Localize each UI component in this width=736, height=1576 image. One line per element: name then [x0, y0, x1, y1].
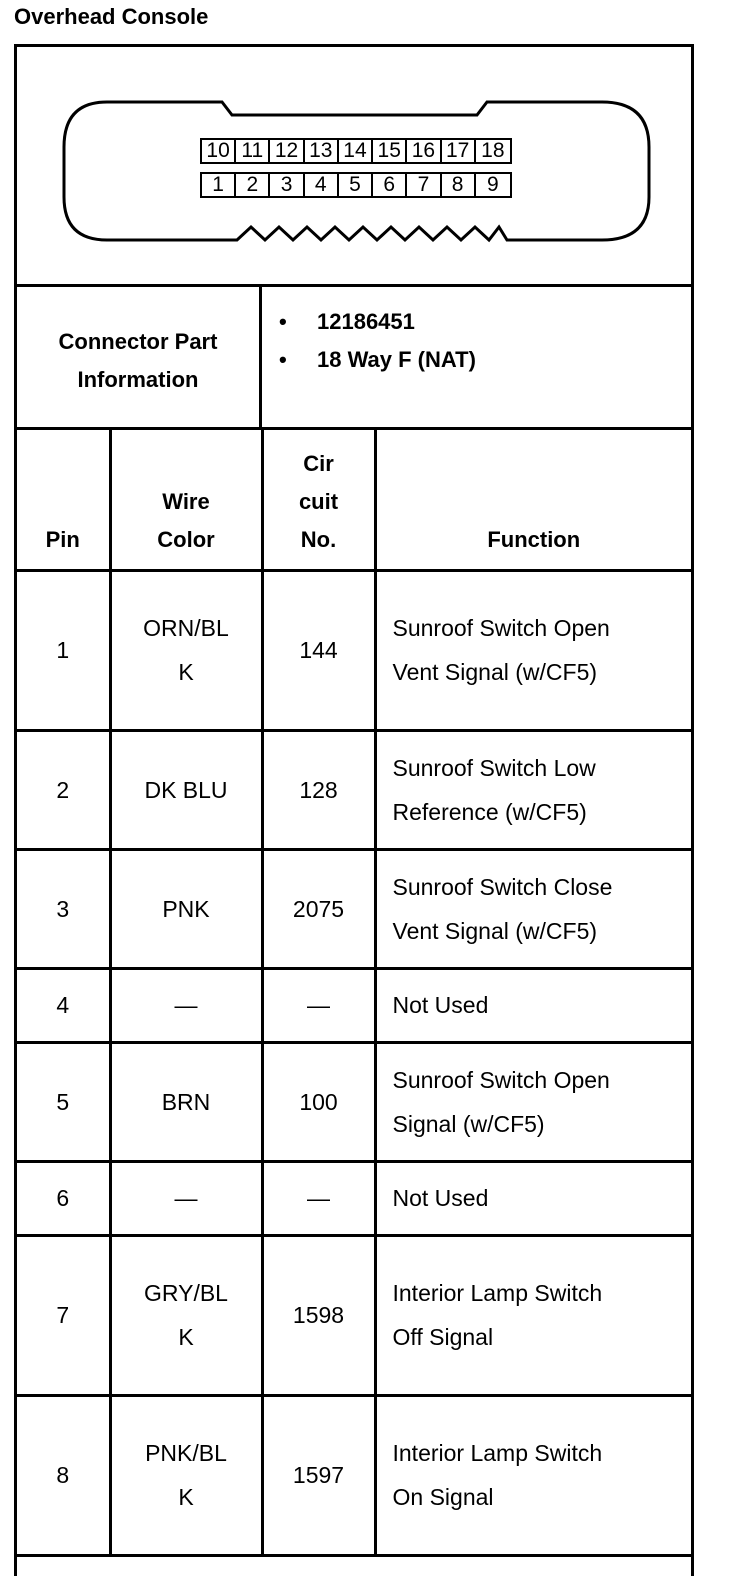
- function-cell: Sunroof Switch Open Signal (w/CF5): [375, 1042, 691, 1161]
- connector-pin-label: 9: [487, 173, 499, 196]
- table-header-row: [17, 430, 691, 570]
- connector-frame: [14, 44, 694, 1576]
- connector-pin-label: 12: [270, 140, 304, 162]
- connector-part-info-label: Connector Part Information: [17, 287, 262, 427]
- connector-pin-label: 8: [442, 174, 476, 196]
- connector-pin-label: 16: [407, 140, 441, 162]
- list-item: [279, 303, 476, 341]
- table-row: [17, 1235, 691, 1395]
- function-cell: Sunroof Switch Close Vent Signal (w/CF5): [375, 849, 691, 968]
- function-cell: Not Used: [375, 1161, 691, 1235]
- connector-pin-label: 1: [202, 174, 236, 196]
- connector-pin-label: 4: [305, 174, 339, 196]
- page-title: Overhead Console: [14, 4, 209, 29]
- connector-pin-label: 18: [481, 139, 505, 162]
- pin-cell-value: 6: [17, 1161, 110, 1235]
- connector-pin-label: 6: [373, 174, 407, 196]
- connector-pin-label: 3: [270, 174, 304, 196]
- circuit-number-cell: 144: [262, 570, 375, 730]
- table-row: [17, 1395, 691, 1555]
- part-number: 12186451: [317, 309, 415, 334]
- circuit-number-cell: 2075: [262, 849, 375, 968]
- connector-pin-label: 17: [442, 140, 476, 162]
- header-pin: Pin: [17, 430, 110, 570]
- connector-pin-label: 10: [202, 140, 236, 162]
- function-cell: Interior Lamp Switch Off Signal: [375, 1235, 691, 1395]
- pin-cell-value: 2: [17, 730, 110, 849]
- circuit-number-cell: 1597: [262, 1395, 375, 1555]
- table-row: [17, 1042, 691, 1161]
- function-cell: Not Used: [375, 968, 691, 1042]
- table-row: [17, 968, 691, 1042]
- wire-color-cell: ORN/BLK: [110, 570, 262, 730]
- connector-diagram: [17, 47, 691, 287]
- connector-pin-label: 14: [339, 140, 373, 162]
- circuit-number-cell: 128: [262, 730, 375, 849]
- circuit-number-cell: —: [262, 968, 375, 1042]
- table-row: [17, 849, 691, 968]
- connector-pin-label: 7: [407, 174, 441, 196]
- circuit-number-cell: 1598: [262, 1235, 375, 1395]
- connector-part-info-list: [279, 303, 476, 379]
- table-row: [17, 1161, 691, 1235]
- pin-cell-value: 3: [17, 849, 110, 968]
- pinout-table: [17, 430, 691, 1557]
- table-row: [17, 730, 691, 849]
- circuit-number-cell: 100: [262, 1042, 375, 1161]
- connector-top-pin-row: [200, 138, 512, 164]
- connector-outline-icon: [17, 47, 691, 287]
- pin-cell-value: 4: [17, 968, 110, 1042]
- pin-cell-value: 8: [17, 1395, 110, 1555]
- table-row: [17, 570, 691, 730]
- connector-pin-label: 13: [305, 140, 339, 162]
- connector-pin-label: 5: [339, 174, 373, 196]
- list-item: [279, 341, 476, 379]
- connector-pin-label: 2: [236, 174, 270, 196]
- wire-color-cell: PNK/BLK: [110, 1395, 262, 1555]
- function-cell: Interior Lamp Switch On Signal: [375, 1395, 691, 1555]
- wire-color-cell: DK BLU: [110, 730, 262, 849]
- header-circuit-number: Cir cuit No.: [262, 430, 375, 570]
- connector-pin-label: 15: [373, 140, 407, 162]
- wire-color-cell: —: [110, 1161, 262, 1235]
- pin-cell-value: 1: [17, 570, 110, 730]
- connector-pin-label: 11: [236, 140, 270, 162]
- function-cell: Sunroof Switch Open Vent Signal (w/CF5): [375, 570, 691, 730]
- function-cell: Sunroof Switch Low Reference (w/CF5): [375, 730, 691, 849]
- connector-bottom-pin-row: [200, 172, 512, 198]
- circuit-number-cell: —: [262, 1161, 375, 1235]
- wire-color-cell: GRY/BLK: [110, 1235, 262, 1395]
- bullet-icon: •: [279, 347, 287, 372]
- wire-color-cell: PNK: [110, 849, 262, 968]
- connector-type: 18 Way F (NAT): [317, 347, 476, 372]
- pin-cell-value: 5: [17, 1042, 110, 1161]
- wire-color-cell: BRN: [110, 1042, 262, 1161]
- header-function: Function: [375, 430, 691, 570]
- wire-color-cell: —: [110, 968, 262, 1042]
- pin-cell-value: 7: [17, 1235, 110, 1395]
- connector-part-info: [17, 287, 691, 430]
- bullet-icon: •: [279, 309, 287, 334]
- header-wire-color: Wire Color: [110, 430, 262, 570]
